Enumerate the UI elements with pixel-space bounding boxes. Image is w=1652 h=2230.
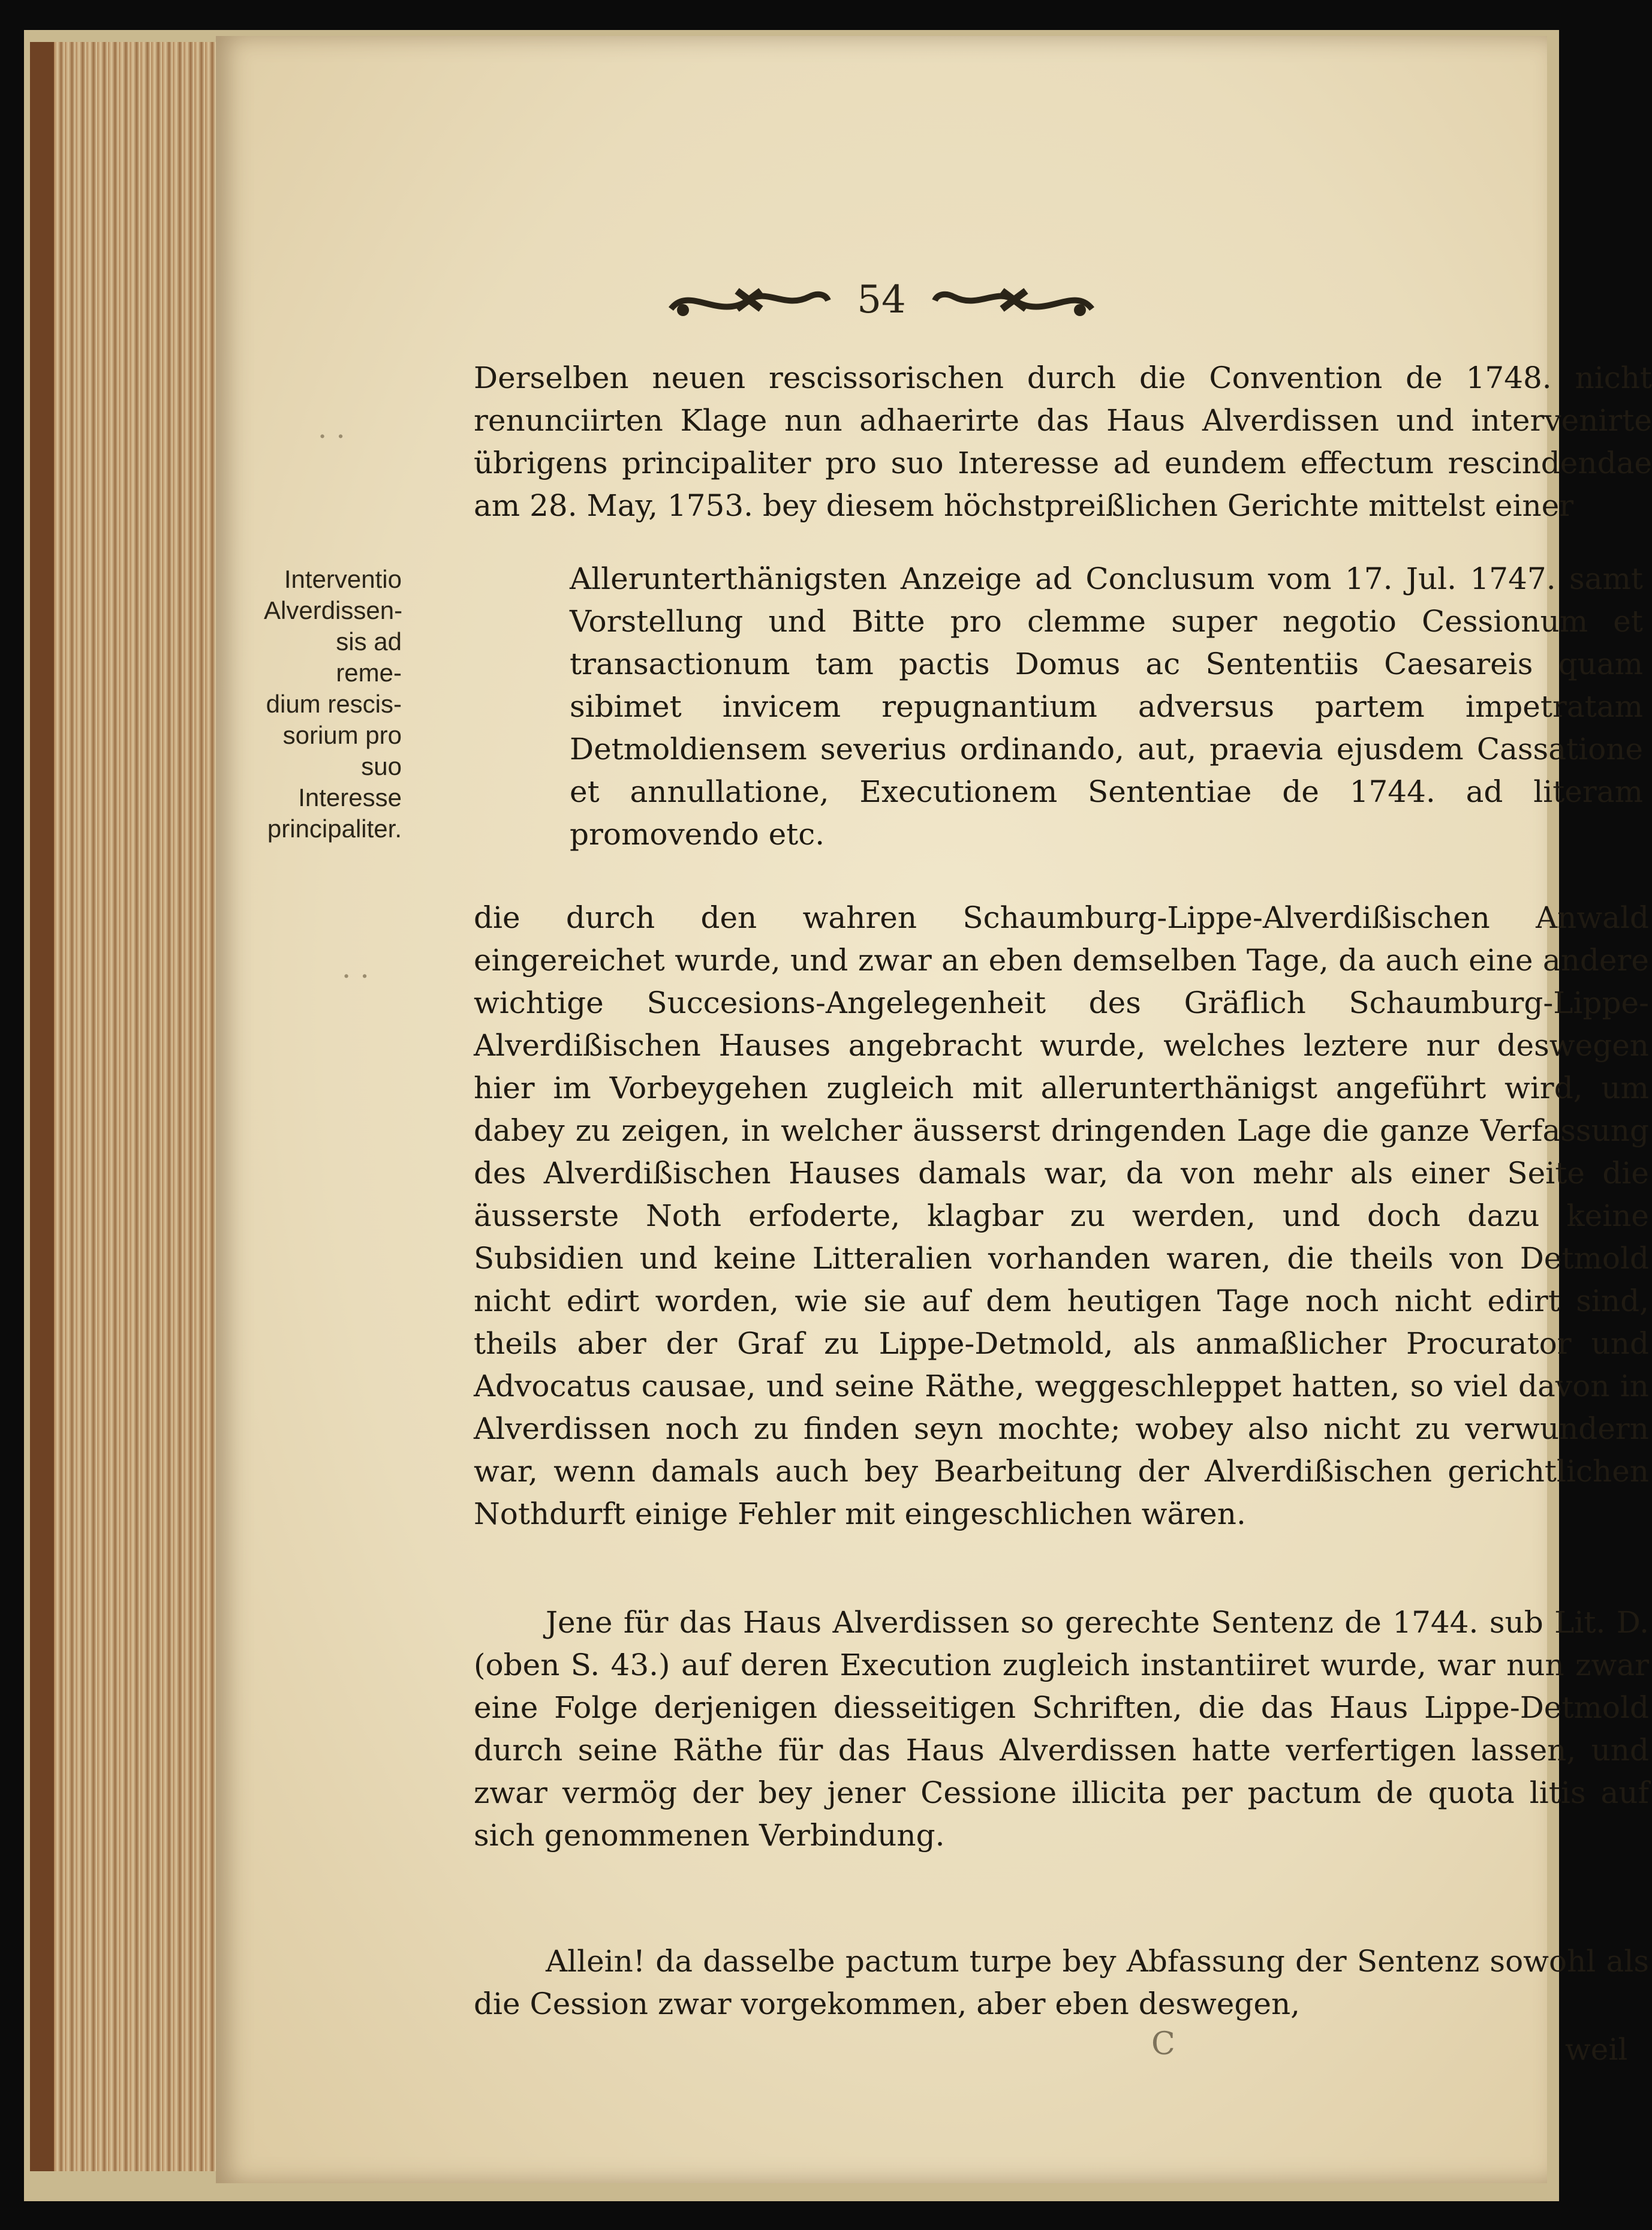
- page-header: [216, 264, 1547, 336]
- book-page: [216, 36, 1652, 2183]
- marginal-smudge: · ·: [342, 960, 369, 993]
- paragraph-text: Jene für das Haus Alverdissen so gerechte Sentenz de 1744. sub Lit. D. (oben S. 43.) auf deren Execution zugleich instantiiret wurde, war nun zwar eine Folge derjenigen diesseitigen Schriften, die das Haus Lippe-Detmold durch seine Räthe für das Haus Alverdissen hatte verfertigen lassen, und zwar vermög der bey jener Cessione illicita per pactum de quota litis auf sich genommenen Verbindung.: [474, 1605, 1649, 1853]
- marginal-smudge: · ·: [318, 420, 345, 453]
- body-paragraph-3: [474, 1940, 1649, 2025]
- signature-mark: C: [1151, 2026, 1175, 2062]
- intro-text: Derselben neuen rescissorischen durch die Convention de 1748. nicht renunciirten Klage nun adhaerirte das Haus Alverdissen und intervenirte übrigens principaliter pro suo Interesse ad eundem effectum rescindendae am 28. May, 1753. bey diesem höchstpreißlichen Gerichte mittelst einer: [474, 360, 1652, 523]
- marginal-note: [264, 564, 402, 844]
- body-paragraph-1: [474, 897, 1649, 1535]
- left-ornament-icon: [665, 273, 833, 327]
- right-ornament-icon: [930, 273, 1098, 327]
- quote-text: Allerunterthänigsten Anzeige ad Conclusum vom 17. Jul. 1747. samt Vorstellung und Bitte pro clemme super negotio Cessionum et transactionum tam pactis Domus ac Sententiis Caesareis quam sibimet invicem repugnantium adversus partem impetratam Detmoldiensem severius ordinando, aut, praevia ejusdem Cassatione et annullatione, Executionem Sententiae de 1744. ad literam promovendo etc.: [570, 561, 1643, 852]
- marginal-note-line: suo Interesse: [298, 752, 402, 812]
- page-number: 54: [857, 278, 906, 322]
- body-paragraph-2: [474, 1601, 1649, 1857]
- paragraph-text: die durch den wahren Schaumburg-Lippe-Alverdißischen Anwald eingereichet wurde, und zwar an eben demselben Tage, da auch eine andere wichtige Succesions-Angelegenheit des Gräflich Schaumburg-Lippe-Alverdißischen Hauses angebracht wurde, welches leztere nur deswegen hier im Vorbeygehen zugleich mit allerunterthänigst angeführt wird, um dabey zu zeigen, in welcher äusserst dringenden Lage die ganze Verfassung des Alverdißischen Hauses damals war, da von mehr als einer Seite die äusserste Noth erfoderte, klagbar zu werden, und doch dazu keine Subsidien und keine Litteralien vorhanden waren, die theils von Detmold nicht edirt worden, wie sie auf dem heutigen Tage noch nicht edirt sind, theils aber der Graf zu Lippe-Detmold, als anmaßlicher Procurator und Advocatus causae, und seine Räthe, weggeschleppet hatten, so viel davon in Alverdissen noch zu finden seyn mochte; wobey also nicht zu verwundern war, wenn damals auch bey Bearbeitung der Alverdißischen gerichtlichen Nothdurft einige Fehler mit eingeschlichen wären.: [474, 900, 1649, 1531]
- marginal-note-line: sorium pro: [282, 721, 402, 749]
- marginal-note-line: sis ad reme-: [336, 627, 402, 687]
- block-quote: [570, 558, 1643, 856]
- marginal-note-line: principaliter.: [267, 815, 402, 843]
- book-page-edges: [30, 42, 234, 2171]
- marginal-note-line: dium rescis-: [266, 690, 402, 718]
- marginal-note-line: Alverdissen-: [264, 596, 403, 624]
- catchword: weil: [1565, 2032, 1628, 2067]
- paragraph-text: Allein! da dasselbe pactum turpe bey Abfassung der Sentenz sowohl als die Cession zwar vorgekommen, aber eben deswegen,: [474, 1944, 1649, 2021]
- marginal-note-line: Interventio: [284, 565, 402, 593]
- intro-paragraph: [474, 357, 1652, 527]
